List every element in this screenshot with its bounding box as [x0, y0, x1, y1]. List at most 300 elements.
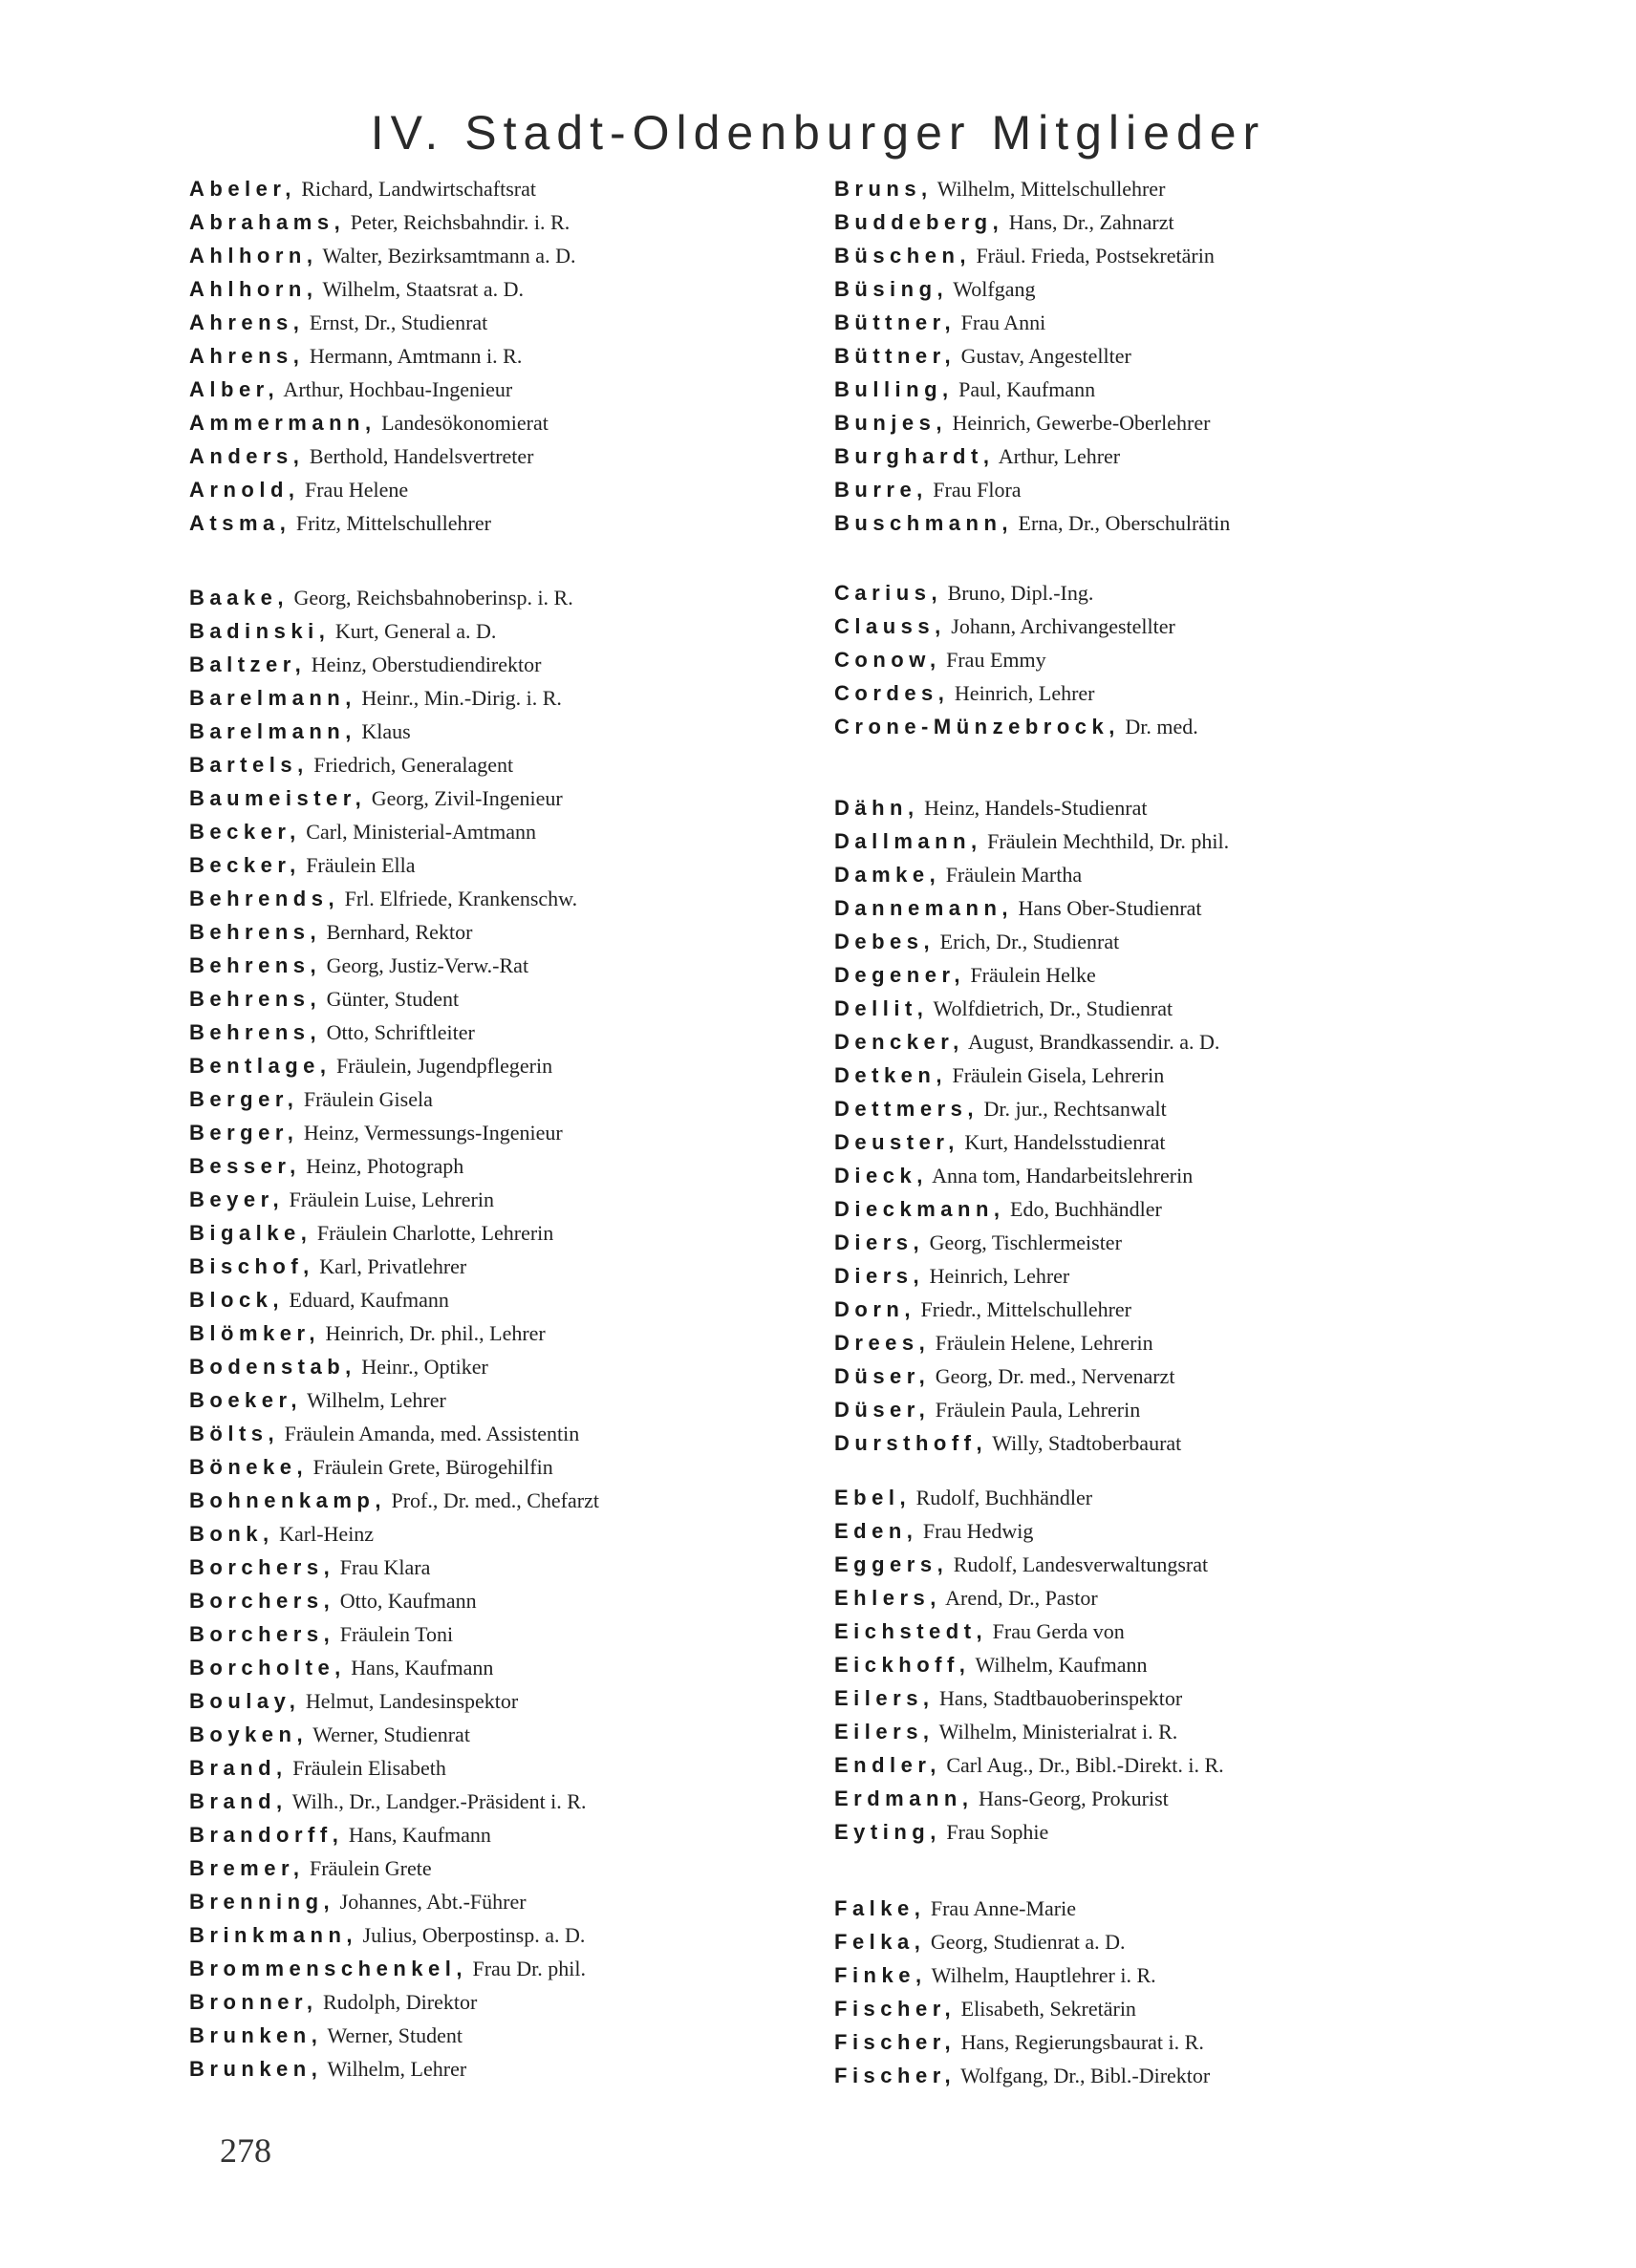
- member-details: Prof., Dr. med., Chefarzt: [385, 1488, 599, 1512]
- member-surname: Detken,: [834, 1063, 947, 1087]
- member-entry: [834, 1159, 1503, 1192]
- member-entry: [189, 681, 858, 715]
- member-entry: [189, 339, 858, 373]
- member-details: Frau Flora: [927, 478, 1022, 502]
- member-details: Richard, Landwirtschaftsrat: [295, 177, 536, 201]
- member-details: Wolfdietrich, Dr., Studienrat: [928, 996, 1173, 1020]
- member-surname: Ehlers,: [834, 1586, 941, 1610]
- member-details: Hans-Georg, Prokurist: [973, 1787, 1169, 1810]
- member-details: Günter, Student: [321, 987, 460, 1011]
- member-surname: Blömker,: [189, 1321, 320, 1345]
- member-entry: [189, 648, 858, 681]
- member-surname: Barelmann,: [189, 686, 356, 710]
- member-entry: [834, 1426, 1503, 1460]
- member-details: Georg, Tischlermeister: [924, 1230, 1122, 1254]
- member-surname: Brunken,: [189, 2023, 323, 2047]
- member-entry: [834, 610, 1503, 643]
- member-details: Kurt, Handelsstudienrat: [958, 1130, 1166, 1154]
- member-entry: [189, 1082, 858, 1116]
- member-surname: Brenning,: [189, 1890, 335, 1914]
- member-surname: Abeler,: [189, 177, 296, 201]
- member-entry: [834, 1481, 1503, 1514]
- member-details: Fräulein Luise, Lehrerin: [284, 1187, 494, 1211]
- member-details: Fräulein Mechthild, Dr. phil.: [981, 829, 1230, 853]
- member-details: Wolfgang, Dr., Bibl.-Direktor: [956, 2064, 1211, 2087]
- member-entry: [834, 824, 1503, 858]
- page-title: IV. Stadt-Oldenburger Mitglieder: [370, 106, 1266, 160]
- member-details: Paul, Kaufmann: [953, 377, 1096, 401]
- member-surname: Dannemann,: [834, 896, 1014, 920]
- member-details: Otto, Schriftleiter: [321, 1020, 475, 1044]
- member-details: Bruno, Dipl.-Ing.: [942, 581, 1094, 605]
- member-surname: Eichstedt,: [834, 1619, 988, 1643]
- member-entry: [189, 1584, 858, 1617]
- member-entry: [834, 676, 1503, 710]
- member-entry: [834, 1782, 1503, 1815]
- member-details: Arthur, Hochbau-Ingenieur: [279, 377, 513, 401]
- member-surname: Baake,: [189, 586, 289, 610]
- member-surname: Berger,: [189, 1121, 299, 1145]
- member-entry: [189, 1918, 858, 1952]
- member-surname: Arnold,: [189, 478, 300, 502]
- member-details: Rudolf, Landesverwaltungsrat: [948, 1552, 1209, 1576]
- member-details: Landesökonomierat: [376, 411, 549, 435]
- member-entry: [834, 205, 1503, 239]
- member-surname: Clauss,: [834, 614, 946, 638]
- member-entry: [189, 506, 858, 540]
- member-entry: [834, 958, 1503, 992]
- member-surname: Behrens,: [189, 987, 322, 1011]
- member-entry: [834, 1992, 1503, 2025]
- member-details: Fräul. Frieda, Postsekretärin: [971, 244, 1215, 267]
- member-surname: Baltzer,: [189, 653, 307, 676]
- member-details: Fräulein Helke: [964, 963, 1096, 987]
- member-surname: Burre,: [834, 478, 928, 502]
- member-surname: Atsma,: [189, 511, 291, 535]
- member-group: [834, 1892, 1503, 2092]
- member-surname: Beyer,: [189, 1187, 285, 1211]
- member-surname: Behrens,: [189, 1020, 322, 1044]
- member-details: Frau Sophie: [940, 1820, 1049, 1844]
- member-details: Ernst, Dr., Studienrat: [304, 310, 488, 334]
- member-details: Johannes, Abt.-Führer: [334, 1890, 527, 1914]
- member-surname: Ahlhorn,: [189, 277, 318, 301]
- member-details: Hans, Kaufmann: [345, 1656, 494, 1680]
- member-entry: [834, 576, 1503, 610]
- member-entry: [189, 1517, 858, 1551]
- member-details: Bernhard, Rektor: [321, 920, 473, 944]
- member-entry: [834, 239, 1503, 272]
- member-details: Berthold, Handelsvertreter: [304, 444, 534, 468]
- member-entry: [189, 1751, 858, 1785]
- member-surname: Abrahams,: [189, 210, 346, 234]
- member-entry: [189, 306, 858, 339]
- member-entry: [834, 506, 1503, 540]
- member-surname: Eggers,: [834, 1552, 949, 1576]
- member-details: Arend, Dr., Pastor: [940, 1586, 1098, 1610]
- member-surname: Brand,: [189, 1756, 288, 1780]
- member-details: Wilhelm, Mittelschullehrer: [932, 177, 1166, 201]
- member-entry: [189, 815, 858, 848]
- member-details: Wilhelm, Lehrer: [302, 1388, 446, 1412]
- member-entry: [834, 1393, 1503, 1426]
- member-entry: [834, 339, 1503, 373]
- member-surname: Borcholte,: [189, 1656, 346, 1680]
- member-details: Wilhelm, Kaufmann: [970, 1653, 1148, 1677]
- member-surname: Brand,: [189, 1789, 288, 1813]
- member-surname: Ebel,: [834, 1486, 912, 1509]
- member-entry: [189, 2052, 858, 2086]
- member-entry: [189, 1149, 858, 1183]
- member-surname: Fischer,: [834, 1997, 957, 2021]
- member-group: [834, 576, 1503, 743]
- member-entry: [189, 205, 858, 239]
- member-details: Willy, Stadtoberbaurat: [987, 1431, 1182, 1455]
- member-surname: Buschmann,: [834, 511, 1014, 535]
- member-details: Hans, Stadtbauoberinspektor: [934, 1686, 1183, 1710]
- member-surname: Alber,: [189, 377, 280, 401]
- member-entry: [189, 1283, 858, 1316]
- member-surname: Bentlage,: [189, 1054, 332, 1078]
- member-details: Heinz, Oberstudiendirektor: [306, 653, 542, 676]
- member-details: Rudolf, Buchhändler: [911, 1486, 1093, 1509]
- member-entry: [834, 643, 1503, 676]
- member-details: Gustav, Angestellter: [956, 344, 1131, 368]
- member-details: Hermann, Amtmann i. R.: [304, 344, 523, 368]
- member-entry: [189, 1985, 858, 2019]
- member-entry: [189, 1718, 858, 1751]
- member-details: Wolfgang: [948, 277, 1036, 301]
- member-entry: [189, 1116, 858, 1149]
- member-details: Kurt, General a. D.: [330, 619, 497, 643]
- member-entry: [189, 1885, 858, 1918]
- member-details: Hans, Kaufmann: [343, 1823, 491, 1847]
- member-surname: Dorn,: [834, 1297, 915, 1321]
- member-surname: Bartels,: [189, 753, 309, 777]
- member-entry: [834, 2059, 1503, 2092]
- member-details: Fräulein Elisabeth: [287, 1756, 446, 1780]
- member-surname: Bigalke,: [189, 1221, 312, 1245]
- member-surname: Badinski,: [189, 619, 331, 643]
- member-surname: Dellit,: [834, 996, 929, 1020]
- member-surname: Anders,: [189, 444, 305, 468]
- member-details: Peter, Reichsbahndir. i. R.: [345, 210, 570, 234]
- member-details: Georg, Zivil-Ingenieur: [366, 786, 563, 810]
- member-details: Heinz, Photograph: [300, 1154, 464, 1178]
- member-details: Hans, Regierungsbaurat i. R.: [956, 2030, 1204, 2054]
- member-details: Fräulein Grete: [304, 1856, 432, 1880]
- member-surname: Eyting,: [834, 1820, 941, 1844]
- member-entry: [834, 1925, 1503, 1958]
- member-entry: [834, 1259, 1503, 1293]
- member-entry: [834, 172, 1503, 205]
- member-surname: Burghardt,: [834, 444, 995, 468]
- member-entry: [834, 1293, 1503, 1326]
- member-details: Frau Anne-Marie: [925, 1896, 1076, 1920]
- member-details: Frau Hedwig: [917, 1519, 1034, 1543]
- member-entry: [189, 1952, 858, 1985]
- member-surname: Falke,: [834, 1896, 926, 1920]
- member-entry: [189, 1216, 858, 1250]
- member-entry: [834, 1192, 1503, 1226]
- member-details: Johann, Archivangestellter: [945, 614, 1175, 638]
- member-surname: Endler,: [834, 1753, 941, 1777]
- member-details: Fritz, Mittelschullehrer: [291, 511, 491, 535]
- member-details: Heinrich, Lehrer: [949, 681, 1095, 705]
- member-details: Frau Klara: [334, 1555, 431, 1579]
- member-entry: [189, 848, 858, 882]
- member-surname: Dursthoff,: [834, 1431, 988, 1455]
- member-details: Werner, Student: [322, 2023, 463, 2047]
- member-entry: [189, 239, 858, 272]
- member-entry: [834, 1648, 1503, 1681]
- member-entry: [189, 1250, 858, 1283]
- member-surname: Bischof,: [189, 1254, 314, 1278]
- member-details: Heinz, Handels-Studienrat: [918, 796, 1148, 820]
- member-details: Fräulein Gisela, Lehrerin: [946, 1063, 1165, 1087]
- member-entry: [834, 439, 1503, 473]
- member-entry: [189, 373, 858, 406]
- member-surname: Eden,: [834, 1519, 918, 1543]
- member-entry: [834, 1514, 1503, 1548]
- member-entry: [189, 1484, 858, 1517]
- member-details: Frau Emmy: [940, 648, 1046, 672]
- member-details: Karl-Heinz: [273, 1522, 375, 1546]
- member-details: Erich, Dr., Studienrat: [935, 930, 1120, 953]
- member-entry: [834, 1059, 1503, 1092]
- member-details: Walter, Bezirksamtmann a. D.: [317, 244, 576, 267]
- member-surname: Eickhoff,: [834, 1653, 971, 1677]
- member-surname: Barelmann,: [189, 719, 356, 743]
- member-entry: [189, 949, 858, 982]
- member-surname: Conow,: [834, 648, 941, 672]
- member-surname: Böneke,: [189, 1455, 309, 1479]
- member-surname: Buddeberg,: [834, 210, 1004, 234]
- member-entry: [189, 1450, 858, 1484]
- member-entry: [834, 1025, 1503, 1059]
- member-details: Fräulein Charlotte, Lehrerin: [312, 1221, 554, 1245]
- member-group: [189, 172, 858, 540]
- member-surname: Block,: [189, 1288, 285, 1312]
- member-entry: [834, 1125, 1503, 1159]
- member-details: Wilhelm, Hauptlehrer i. R.: [926, 1963, 1156, 1987]
- member-surname: Bulling,: [834, 377, 954, 401]
- member-entry: [834, 1226, 1503, 1259]
- member-surname: Dieckmann,: [834, 1197, 1005, 1221]
- member-surname: Borchers,: [189, 1622, 335, 1646]
- member-entry: [834, 791, 1503, 824]
- member-surname: Dähn,: [834, 796, 919, 820]
- member-details: Eduard, Kaufmann: [284, 1288, 449, 1312]
- member-entry: [834, 992, 1503, 1025]
- member-surname: Ahlhorn,: [189, 244, 318, 267]
- member-entry: [189, 982, 858, 1016]
- member-surname: Bruns,: [834, 177, 933, 201]
- member-surname: Felka,: [834, 1930, 926, 1954]
- member-entry: [189, 1316, 858, 1350]
- member-surname: Borchers,: [189, 1555, 335, 1579]
- member-surname: Erdmann,: [834, 1787, 974, 1810]
- member-group: [834, 172, 1503, 540]
- member-surname: Büttner,: [834, 310, 957, 334]
- member-entry: [834, 1892, 1503, 1925]
- member-surname: Düser,: [834, 1398, 931, 1422]
- member-entry: [189, 1818, 858, 1851]
- member-details: Heinr., Optiker: [355, 1355, 488, 1379]
- member-details: Fräulein, Jugendpflegerin: [331, 1054, 553, 1078]
- member-surname: Dencker,: [834, 1030, 964, 1054]
- member-entry: [189, 915, 858, 949]
- member-surname: Finke,: [834, 1963, 927, 1987]
- member-details: Fräulein Toni: [334, 1622, 454, 1646]
- member-surname: Düser,: [834, 1364, 931, 1388]
- member-surname: Dettmers,: [834, 1097, 979, 1121]
- member-surname: Bölts,: [189, 1422, 280, 1445]
- member-surname: Bohnenkamp,: [189, 1488, 386, 1512]
- member-entry: [834, 1681, 1503, 1715]
- member-group: [834, 1481, 1503, 1849]
- member-surname: Büschen,: [834, 244, 972, 267]
- member-entry: [834, 306, 1503, 339]
- page-number: 278: [220, 2131, 271, 2170]
- member-details: Fräulein Helene, Lehrerin: [930, 1331, 1153, 1355]
- member-surname: Becker,: [189, 853, 301, 877]
- member-details: Georg, Justiz-Verw.-Rat: [321, 953, 529, 977]
- member-surname: Eilers,: [834, 1686, 935, 1710]
- member-entry: [189, 1049, 858, 1082]
- member-surname: Crone-Münzebrock,: [834, 715, 1120, 738]
- member-details: Erna, Dr., Oberschulrätin: [1013, 511, 1231, 535]
- member-surname: Behrends,: [189, 887, 340, 910]
- member-entry: [834, 1548, 1503, 1581]
- member-entry: [189, 614, 858, 648]
- member-details: Arthur, Lehrer: [994, 444, 1121, 468]
- member-details: Heinrich, Dr. phil., Lehrer: [319, 1321, 546, 1345]
- member-details: Rudolph, Direktor: [317, 1990, 478, 2014]
- member-details: Otto, Kaufmann: [334, 1589, 477, 1613]
- member-details: Georg, Dr. med., Nervenarzt: [930, 1364, 1175, 1388]
- member-surname: Büttner,: [834, 344, 957, 368]
- member-details: Fräulein Grete, Bürogehilfin: [308, 1455, 553, 1479]
- member-details: Elisabeth, Sekretärin: [956, 1997, 1136, 2021]
- member-details: August, Brandkassendir. a. D.: [963, 1030, 1220, 1054]
- member-entry: [834, 1615, 1503, 1648]
- member-entry: [834, 891, 1503, 925]
- member-details: Hans, Dr., Zahnarzt: [1003, 210, 1174, 234]
- member-entry: [834, 473, 1503, 506]
- member-surname: Drees,: [834, 1331, 931, 1355]
- member-entry: [189, 748, 858, 781]
- member-entry: [834, 710, 1503, 743]
- member-details: Frl. Elfriede, Krankenschw.: [339, 887, 578, 910]
- member-details: Frau Dr. phil.: [466, 1957, 587, 1980]
- member-entry: [189, 406, 858, 439]
- member-entry: [834, 1958, 1503, 1992]
- member-entry: [834, 858, 1503, 891]
- member-details: Dr. jur., Rechtsanwalt: [978, 1097, 1167, 1121]
- member-details: Carl Aug., Dr., Bibl.-Direkt. i. R.: [940, 1753, 1224, 1777]
- member-surname: Fischer,: [834, 2064, 957, 2087]
- member-entry: [834, 1748, 1503, 1782]
- member-surname: Bremer,: [189, 1856, 305, 1880]
- member-entry: [189, 1016, 858, 1049]
- member-entry: [189, 2019, 858, 2052]
- member-entry: [189, 1851, 858, 1885]
- member-details: Carl, Ministerial-Amtmann: [300, 820, 537, 844]
- member-surname: Bunjes,: [834, 411, 947, 435]
- member-details: Helmut, Landesinspektor: [300, 1689, 519, 1713]
- member-details: Friedr., Mittelschullehrer: [915, 1297, 1132, 1321]
- member-entry: [189, 1617, 858, 1651]
- member-entry: [834, 1815, 1503, 1849]
- member-details: Wilhelm, Lehrer: [322, 2057, 467, 2081]
- member-details: Georg, Studienrat a. D.: [925, 1930, 1126, 1954]
- member-entry: [189, 172, 858, 205]
- member-surname: Dallmann,: [834, 829, 982, 853]
- member-surname: Bodenstab,: [189, 1355, 356, 1379]
- member-surname: Bronner,: [189, 1990, 318, 2014]
- member-details: Fräulein Gisela: [298, 1087, 433, 1111]
- member-surname: Brandorff,: [189, 1823, 344, 1847]
- member-entry: [834, 406, 1503, 439]
- member-details: Hans Ober-Studienrat: [1013, 896, 1202, 920]
- member-surname: Debes,: [834, 930, 936, 953]
- member-details: Wilh., Dr., Landger.-Präsident i. R.: [287, 1789, 587, 1813]
- member-surname: Fischer,: [834, 2030, 957, 2054]
- member-entry: [189, 1785, 858, 1818]
- member-details: Wilhelm, Staatsrat a. D.: [317, 277, 525, 301]
- member-entry: [834, 272, 1503, 306]
- member-surname: Bonk,: [189, 1522, 274, 1546]
- member-details: Heinrich, Gewerbe-Oberlehrer: [946, 411, 1211, 435]
- member-surname: Boeker,: [189, 1388, 302, 1412]
- member-surname: Degener,: [834, 963, 965, 987]
- member-entry: [189, 1183, 858, 1216]
- member-entry: [189, 581, 858, 614]
- member-entry: [189, 439, 858, 473]
- member-details: Frau Helene: [299, 478, 409, 502]
- member-group: [189, 581, 858, 2086]
- member-entry: [189, 1350, 858, 1383]
- member-entry: [834, 1326, 1503, 1359]
- member-details: Edo, Buchhändler: [1004, 1197, 1162, 1221]
- member-surname: Cordes,: [834, 681, 950, 705]
- member-details: Fräulein Paula, Lehrerin: [930, 1398, 1141, 1422]
- member-surname: Brunken,: [189, 2057, 323, 2081]
- member-entry: [834, 373, 1503, 406]
- member-details: Heinrich, Lehrer: [924, 1264, 1070, 1288]
- member-surname: Besser,: [189, 1154, 301, 1178]
- member-entry: [834, 1581, 1503, 1615]
- member-entry: [189, 1551, 858, 1584]
- member-details: Friedrich, Generalagent: [308, 753, 514, 777]
- member-group: [834, 791, 1503, 1460]
- member-entry: [834, 1359, 1503, 1393]
- member-details: Karl, Privatlehrer: [313, 1254, 467, 1278]
- member-surname: Deuster,: [834, 1130, 959, 1154]
- member-entry: [189, 1684, 858, 1718]
- member-surname: Becker,: [189, 820, 301, 844]
- member-surname: Dieck,: [834, 1164, 928, 1187]
- member-details: Anna tom, Handarbeitslehrerin: [927, 1164, 1194, 1187]
- member-details: Dr. med.: [1119, 715, 1198, 738]
- member-entry: [189, 1383, 858, 1417]
- member-surname: Ammermann,: [189, 411, 377, 435]
- member-surname: Ahrens,: [189, 310, 305, 334]
- member-surname: Baumeister,: [189, 786, 367, 810]
- member-entry: [189, 882, 858, 915]
- member-surname: Boulay,: [189, 1689, 301, 1713]
